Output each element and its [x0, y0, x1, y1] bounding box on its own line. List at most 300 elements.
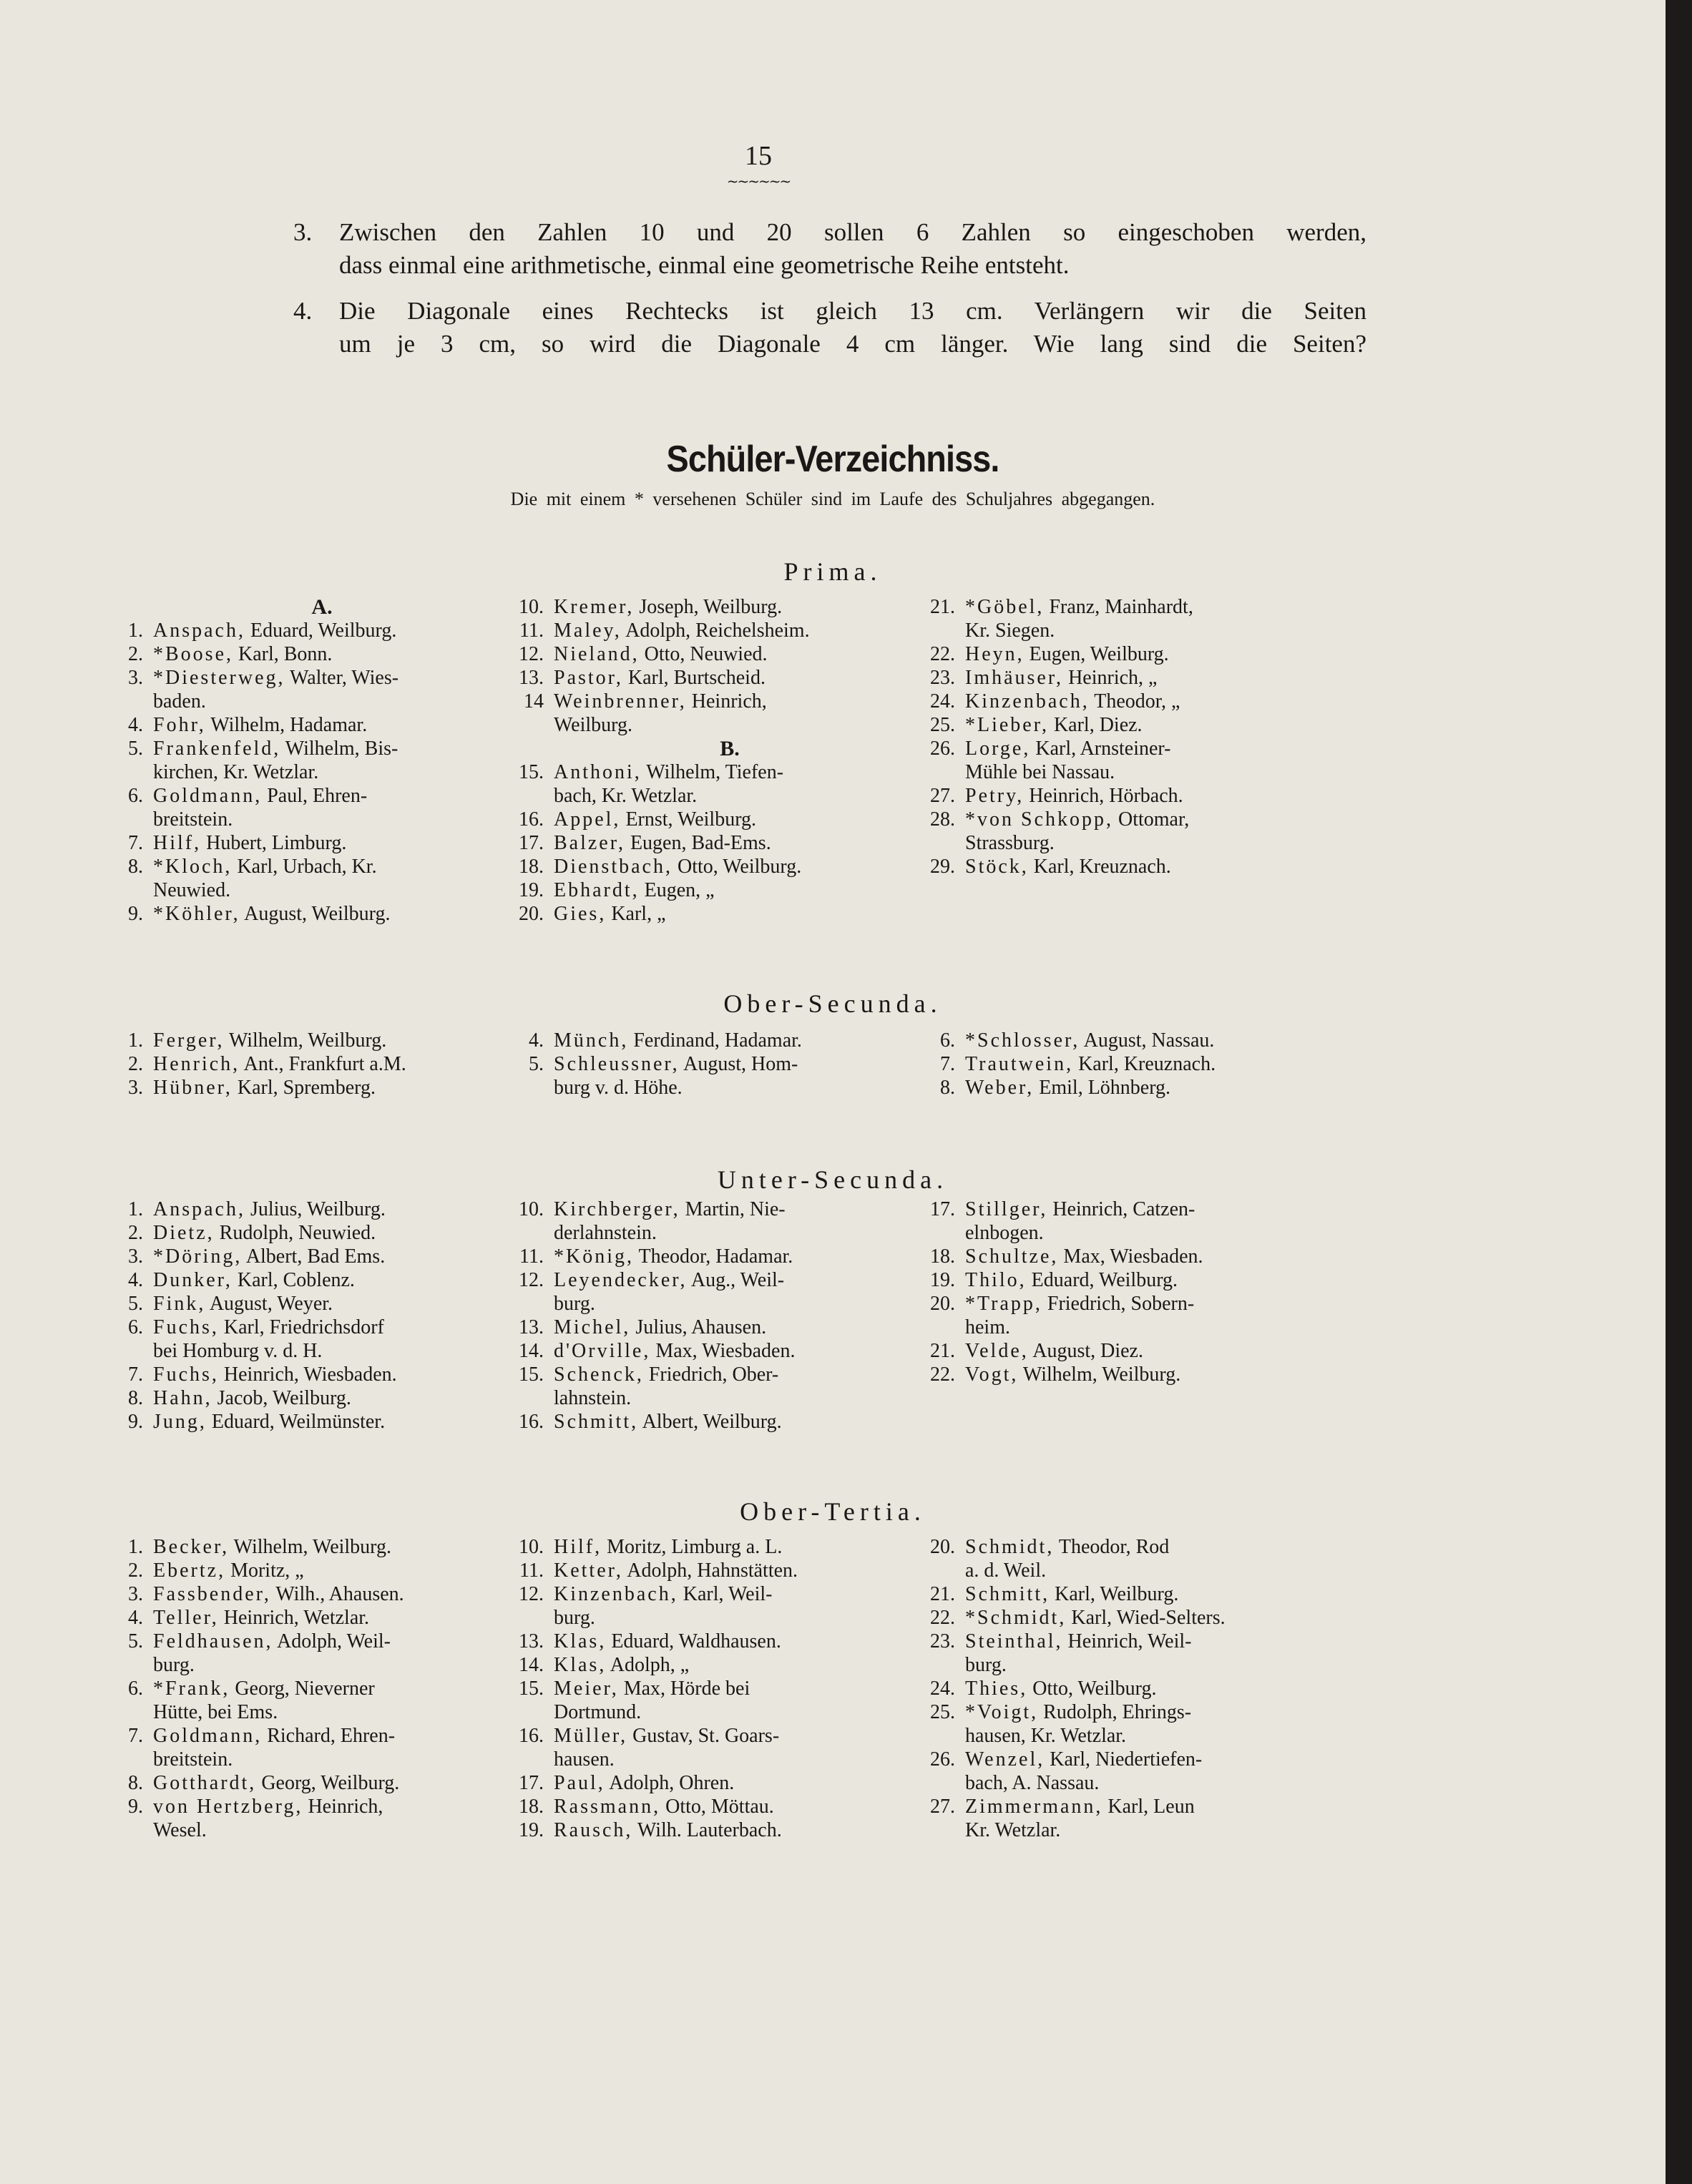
student-details-continued: bei Homburg v. d. H. — [153, 1340, 323, 1362]
student-surname: *Schmidt, — [965, 1607, 1067, 1629]
student-surname: Stillger, — [965, 1198, 1048, 1220]
student-surname: Weinbrenner, — [554, 690, 687, 713]
student-entry — [501, 1559, 959, 1582]
student-details: Ottomar, — [1113, 808, 1190, 831]
student-details-continued: burg. — [554, 1293, 595, 1315]
student-details: Moritz, „ — [225, 1559, 304, 1582]
entry-number: 2. — [128, 1559, 143, 1582]
student-details: Heinrich, Wetzlar. — [218, 1607, 370, 1629]
entry-number: 1. — [128, 1029, 143, 1052]
student-surname: von Hertzberg, — [153, 1796, 303, 1818]
student-surname: Wenzel, — [965, 1748, 1045, 1771]
student-details-continued: burg. — [554, 1607, 595, 1629]
student-surname: Schmitt, — [554, 1411, 639, 1433]
student-surname: Schmidt, — [965, 1536, 1055, 1558]
page-number-ornament: ~~~~~~ — [726, 172, 791, 190]
student-entry — [501, 902, 959, 926]
student-surname: Dienstbach, — [554, 856, 673, 878]
student-details: Theodor, „ — [1089, 690, 1180, 713]
student-entry — [501, 1198, 959, 1245]
student-surname: Maley, — [554, 620, 622, 642]
student-surname: Anspach, — [153, 1198, 245, 1220]
student-entry — [100, 1052, 544, 1076]
student-surname: Anthoni, — [554, 761, 642, 783]
entry-number: 19. — [519, 1819, 544, 1841]
student-surname: Ebertz, — [153, 1559, 226, 1582]
entry-number: 15. — [519, 1678, 544, 1700]
prima-group-a-continued — [501, 595, 959, 737]
student-entry — [912, 1582, 1370, 1606]
entry-number: 8. — [128, 856, 143, 878]
student-details: Theodor, Hadamar. — [634, 1245, 793, 1268]
entry-number: 13. — [519, 667, 544, 689]
entry-number: 26. — [930, 1748, 955, 1771]
unter-secunda-column-2 — [501, 1198, 959, 1434]
student-entry — [100, 1221, 544, 1245]
student-details: Julius, Weilburg. — [245, 1198, 386, 1220]
student-surname: *Trapp, — [965, 1293, 1042, 1315]
student-surname: Hilf, — [554, 1536, 602, 1558]
entry-number: 17. — [519, 832, 544, 854]
student-surname: Thies, — [965, 1678, 1028, 1700]
student-surname: Rassmann, — [554, 1796, 661, 1818]
student-surname: Weber, — [965, 1077, 1035, 1099]
entry-number: 16. — [519, 1411, 544, 1433]
student-details: Max, Hörde bei — [618, 1678, 750, 1700]
register-title: Schüler-Verzeichniss. — [666, 439, 999, 480]
student-surname: Zimmermann, — [965, 1796, 1103, 1818]
student-surname: Vogt, — [965, 1363, 1019, 1386]
entry-number: 7. — [940, 1053, 955, 1075]
student-details-continued: Mühle bei Nassau. — [965, 761, 1115, 783]
student-entry — [100, 713, 544, 737]
student-details: Friedrich, Ober- — [643, 1363, 779, 1386]
student-details-continued: bach, Kr. Wetzlar. — [554, 785, 698, 807]
student-surname: Schleussner, — [554, 1053, 680, 1075]
student-details: Karl, Coblenz. — [232, 1269, 355, 1291]
entry-number: 8. — [128, 1387, 143, 1409]
entry-number: 27. — [930, 785, 955, 807]
entry-number: 9. — [128, 903, 143, 925]
student-entry — [501, 642, 959, 666]
student-entry — [501, 619, 959, 642]
entry-number: 22. — [930, 643, 955, 665]
student-surname: Stöck, — [965, 856, 1029, 878]
entry-number: 14. — [519, 1340, 544, 1362]
student-details: Adolph, Reichelsheim. — [621, 620, 810, 642]
student-surname: Hahn, — [153, 1387, 212, 1409]
student-surname: Lorge, — [965, 738, 1031, 760]
student-details-continued: burg v. d. Höhe. — [554, 1077, 683, 1099]
student-details: Heinrich, „ — [1063, 667, 1158, 689]
student-surname: *Lieber, — [965, 714, 1049, 736]
student-details: Heinrich, — [686, 690, 767, 713]
student-surname: *Schlosser, — [965, 1029, 1080, 1052]
entry-number: 9. — [128, 1411, 143, 1433]
student-entry — [501, 690, 959, 737]
ober-tertia-column-1 — [100, 1535, 544, 1842]
student-surname: Appel, — [554, 808, 621, 831]
student-details: Wilhelm, Bis- — [280, 738, 398, 760]
student-details: Karl, Leun — [1102, 1796, 1195, 1818]
group-b-heading: B. — [720, 737, 740, 760]
entry-number: 12. — [519, 1269, 544, 1291]
entry-number: 2. — [128, 643, 143, 665]
entry-number: 27. — [930, 1796, 955, 1818]
student-surname: Michel, — [554, 1316, 631, 1338]
student-details: Walter, Wies- — [285, 667, 399, 689]
student-details-continued: burg. — [153, 1654, 195, 1676]
student-entry — [501, 1677, 959, 1724]
student-entry — [501, 1653, 959, 1677]
student-entry — [912, 1245, 1370, 1268]
student-surname: Anspach, — [153, 620, 245, 642]
entry-number: 11. — [519, 1245, 544, 1268]
student-surname: Petry, — [965, 785, 1025, 807]
student-surname: Klas, — [554, 1654, 607, 1676]
problem-number: 3. — [293, 218, 313, 246]
student-entry — [100, 1582, 544, 1606]
entry-number: 7. — [128, 832, 143, 854]
entry-number: 7. — [128, 1725, 143, 1747]
section-heading-unter-secunda: Unter-Secunda. — [717, 1165, 949, 1194]
student-details: Karl, „ — [606, 903, 666, 925]
entry-number: 23. — [930, 667, 955, 689]
entry-number: 28. — [930, 808, 955, 831]
entry-number: 4. — [128, 1269, 143, 1291]
ober-secunda-column-3 — [912, 1029, 1370, 1100]
entry-number: 19. — [930, 1269, 955, 1291]
student-entry — [100, 666, 544, 713]
entry-number: 4. — [529, 1029, 544, 1052]
student-details: Richard, Ehren- — [262, 1725, 396, 1747]
student-surname: *Diesterweg, — [153, 667, 285, 689]
student-entry — [501, 1771, 959, 1795]
student-details: Otto, Möttau. — [660, 1796, 774, 1818]
student-details: Heinrich, — [303, 1796, 383, 1818]
student-surname: Schenck, — [554, 1363, 644, 1386]
student-entry — [501, 855, 959, 878]
student-entry — [100, 1677, 544, 1724]
student-details: Moritz, Limburg a. L. — [602, 1536, 783, 1558]
entry-number: 8. — [940, 1077, 955, 1099]
entry-number: 8. — [128, 1772, 143, 1794]
entry-number: 15. — [519, 1363, 544, 1386]
student-details-continued: Dortmund. — [554, 1701, 642, 1723]
student-surname: *König, — [554, 1245, 634, 1268]
ober-secunda-column-1 — [100, 1029, 544, 1100]
student-details: Heinrich, Hörbach. — [1024, 785, 1183, 807]
student-entry — [501, 760, 959, 808]
entry-number: 24. — [930, 690, 955, 713]
entry-number: 11. — [519, 1559, 544, 1582]
student-entry — [100, 1795, 544, 1842]
student-surname: Fink, — [153, 1293, 206, 1315]
student-surname: Münch, — [554, 1029, 629, 1052]
entry-number: 19. — [519, 879, 544, 901]
student-entry — [501, 1795, 959, 1818]
student-entry — [100, 1029, 544, 1052]
student-details: Aug., Weil- — [687, 1269, 785, 1291]
entry-number: 12. — [519, 1583, 544, 1605]
student-details: Georg, Nieverner — [230, 1678, 375, 1700]
student-surname: *Frank, — [153, 1678, 230, 1700]
student-details: Paul, Ehren- — [262, 785, 368, 807]
student-surname: Fuchs, — [153, 1316, 219, 1338]
student-entry — [912, 784, 1370, 808]
entry-number: 10. — [519, 1198, 544, 1220]
unter-secunda-column-1 — [100, 1198, 544, 1434]
student-surname: Dietz, — [153, 1222, 215, 1244]
student-entry — [912, 1198, 1370, 1245]
student-entry — [100, 1198, 544, 1221]
student-surname: Heyn, — [965, 643, 1025, 665]
student-details: Eugen, Weilburg. — [1024, 643, 1169, 665]
student-details: Eduard, Weilmünster. — [206, 1411, 386, 1433]
student-surname: Kremer, — [554, 596, 635, 618]
student-details: Otto, Weilburg. — [672, 856, 802, 878]
student-details: Karl, Weil- — [678, 1583, 773, 1605]
student-entry — [100, 1410, 544, 1434]
student-details: Ferdinand, Hadamar. — [628, 1029, 802, 1052]
student-entry — [501, 1029, 959, 1052]
student-details: August, Weilburg. — [240, 903, 391, 925]
student-details: Albert, Weilburg. — [638, 1411, 782, 1433]
student-surname: Henrich, — [153, 1053, 240, 1075]
student-surname: Ferger, — [153, 1029, 225, 1052]
student-entry — [912, 1268, 1370, 1292]
student-entry — [912, 1677, 1370, 1700]
student-entry — [501, 1582, 959, 1630]
ober-secunda-column-2 — [501, 1029, 959, 1100]
entry-number: 21. — [930, 1583, 955, 1605]
student-entry — [912, 666, 1370, 690]
section-heading-ober-secunda: Ober-Secunda. — [723, 989, 942, 1018]
student-details: Emil, Löhnberg. — [1034, 1077, 1171, 1099]
entry-number: 29. — [930, 856, 955, 878]
entry-number: 11. — [519, 620, 544, 642]
student-surname: Teller, — [153, 1607, 219, 1629]
student-entry — [912, 1700, 1370, 1748]
problem-text-line: um je 3 cm, so wird die Diagonale 4 cm länger. Wie lang sind die Seiten? — [339, 330, 1366, 358]
student-details-continued: hausen. — [554, 1748, 615, 1771]
student-details: Theodor, Rod — [1054, 1536, 1170, 1558]
student-details: Karl, Burtscheid. — [622, 667, 766, 689]
student-details: Joseph, Weilburg. — [634, 596, 783, 618]
student-entry — [912, 1363, 1370, 1386]
student-details: Heinrich, Weil- — [1062, 1630, 1192, 1652]
group-a-heading: A. — [311, 595, 333, 619]
student-details: Karl, Bonn. — [233, 643, 333, 665]
student-surname: Frankenfeld, — [153, 738, 281, 760]
student-entry — [100, 1245, 544, 1268]
entry-number: 5. — [128, 1293, 143, 1315]
entry-number: 22. — [930, 1363, 955, 1386]
student-entry — [501, 1316, 959, 1339]
student-details: Martin, Nie- — [680, 1198, 786, 1220]
student-details: Franz, Mainhardt, — [1044, 596, 1193, 618]
entry-number: 14 — [524, 690, 544, 713]
student-entry — [912, 1339, 1370, 1363]
student-details: Karl, Arnsteiner- — [1030, 738, 1171, 760]
student-details-continued: breitstein. — [153, 1748, 233, 1771]
entry-number: 1. — [128, 620, 143, 642]
student-surname: Nieland, — [554, 643, 640, 665]
entry-number: 1. — [128, 1536, 143, 1558]
student-details: Adolph, Hahnstätten. — [622, 1559, 798, 1582]
student-entry — [501, 808, 959, 831]
student-surname: Trautwein, — [965, 1053, 1074, 1075]
entry-number: 5. — [128, 1630, 143, 1652]
entry-number: 2. — [128, 1222, 143, 1244]
entry-number: 15. — [519, 761, 544, 783]
entry-number: 4. — [128, 1607, 143, 1629]
student-details: Max, Wiesbaden. — [650, 1340, 796, 1362]
student-entry — [501, 1410, 959, 1434]
student-details: Karl, Kreuznach. — [1073, 1053, 1216, 1075]
problem-text-line: Die Diagonale eines Rechtecks ist gleich 13 cm. Verlängern wir die Seiten — [339, 297, 1366, 325]
entry-number: 4. — [128, 714, 143, 736]
entry-number: 17. — [519, 1772, 544, 1794]
student-details: Heinrich, Catzen- — [1047, 1198, 1195, 1220]
student-entry — [912, 595, 1370, 642]
student-surname: Fohr, — [153, 714, 206, 736]
student-details: Karl, Wied-Selters. — [1066, 1607, 1226, 1629]
student-entry — [912, 690, 1370, 713]
student-surname: Hilf, — [153, 832, 202, 854]
entry-number: 5. — [128, 738, 143, 760]
entry-number: 24. — [930, 1678, 955, 1700]
entry-number: 3. — [128, 1077, 143, 1099]
student-entry — [100, 902, 544, 926]
student-entry — [912, 737, 1370, 784]
student-details: Karl, Weilburg. — [1050, 1583, 1179, 1605]
student-surname: Pastor, — [554, 667, 623, 689]
student-details: Wilhelm, Hadamar. — [205, 714, 368, 736]
entry-number: 16. — [519, 1725, 544, 1747]
problem-4 — [293, 295, 1366, 361]
problem-text-line: Zwischen den Zahlen 10 und 20 sollen 6 Zahlen so eingeschoben werden, — [339, 218, 1366, 246]
student-details: Hubert, Limburg. — [201, 832, 347, 854]
student-surname: Gies, — [554, 903, 607, 925]
student-surname: *Göbel, — [965, 596, 1045, 618]
student-details: Karl, Spremberg. — [232, 1077, 376, 1099]
student-details: Wilhelm, Tiefen- — [641, 761, 784, 783]
student-entry — [501, 1363, 959, 1410]
student-entry — [100, 1559, 544, 1582]
student-entry — [912, 1606, 1370, 1630]
student-entry — [100, 831, 544, 855]
entry-number: 3. — [128, 1245, 143, 1268]
entry-number: 1. — [128, 1198, 143, 1220]
student-entry — [912, 642, 1370, 666]
student-details-continued: Weilburg. — [554, 714, 632, 736]
entry-number: 16. — [519, 808, 544, 831]
student-surname: Goldmann, — [153, 785, 263, 807]
student-details: Karl, Urbach, Kr. — [232, 856, 377, 878]
entry-number: 12. — [519, 643, 544, 665]
entry-number: 23. — [930, 1630, 955, 1652]
student-details: August, Hom- — [679, 1053, 798, 1075]
student-details: Eugen, Bad-Ems. — [625, 832, 771, 854]
student-entry — [100, 1363, 544, 1386]
student-details: Albert, Bad Ems. — [242, 1245, 386, 1268]
register-subtitle: Die mit einem * versehenen Schüler sind im Laufe des Schuljahres abgegangen. — [510, 489, 1155, 509]
prima-column-2 — [501, 595, 959, 926]
student-entry — [912, 1795, 1370, 1842]
student-entry — [501, 831, 959, 855]
student-surname: *von Schkopp, — [965, 808, 1113, 831]
student-details-continued: derlahnstein. — [554, 1222, 657, 1244]
student-details-continued: Kr. Wetzlar. — [965, 1819, 1061, 1841]
entry-number: 6. — [940, 1029, 955, 1052]
ober-tertia-column-3 — [912, 1535, 1370, 1842]
student-entry — [501, 1724, 959, 1771]
student-entry — [912, 1748, 1370, 1795]
student-surname: *Köhler, — [153, 903, 240, 925]
student-details: Max, Wiesbaden. — [1058, 1245, 1203, 1268]
student-entry — [100, 855, 544, 902]
student-surname: Meier, — [554, 1678, 619, 1700]
student-details: Adolph, Weil- — [273, 1630, 391, 1652]
student-entry — [912, 808, 1370, 855]
entry-number: 2. — [128, 1053, 143, 1075]
student-details: Jacob, Weilburg. — [212, 1387, 351, 1409]
entry-number: 20. — [930, 1293, 955, 1315]
student-entry — [501, 666, 959, 690]
entry-number: 20. — [519, 903, 544, 925]
student-surname: Gotthardt, — [153, 1772, 257, 1794]
student-details: August, Diez. — [1028, 1340, 1143, 1362]
student-entry — [501, 878, 959, 902]
entry-number: 5. — [529, 1053, 544, 1075]
student-details: Julius, Ahausen. — [630, 1316, 767, 1338]
student-details: Georg, Weilburg. — [256, 1772, 400, 1794]
entry-number: 18. — [519, 1796, 544, 1818]
student-details: Wilhelm, Weilburg. — [224, 1029, 387, 1052]
student-surname: Goldmann, — [153, 1725, 263, 1747]
entry-number: 18. — [519, 856, 544, 878]
student-surname: Ebhardt, — [554, 879, 640, 901]
student-entry — [912, 1052, 1370, 1076]
student-surname: Kinzenbach, — [554, 1583, 678, 1605]
student-entry — [100, 1268, 544, 1292]
section-heading-ober-tertia: Ober-Tertia. — [740, 1497, 926, 1526]
student-details-continued: hausen, Kr. Wetzlar. — [965, 1725, 1127, 1747]
student-surname: Schmitt, — [965, 1583, 1050, 1605]
student-entry — [501, 1818, 959, 1842]
unter-secunda-column-3 — [912, 1198, 1370, 1386]
student-entry — [100, 1606, 544, 1630]
entry-number: 10. — [519, 1536, 544, 1558]
student-entry — [100, 1724, 544, 1771]
student-surname: Balzer, — [554, 832, 625, 854]
prima-column-3 — [912, 595, 1370, 878]
entry-number: 13. — [519, 1630, 544, 1652]
entry-number: 25. — [930, 1701, 955, 1723]
student-surname: Ketter, — [554, 1559, 623, 1582]
student-entry — [912, 1630, 1370, 1677]
student-surname: Becker, — [153, 1536, 230, 1558]
student-details: Otto, Weilburg. — [1027, 1678, 1157, 1700]
student-details-continued: kirchen, Kr. Wetzlar. — [153, 761, 319, 783]
student-entry — [912, 855, 1370, 878]
entry-number: 21. — [930, 1340, 955, 1362]
student-details-continued: burg. — [965, 1654, 1007, 1676]
entry-number: 13. — [519, 1316, 544, 1338]
student-surname: Leyendecker, — [554, 1269, 688, 1291]
student-surname: Steinthal, — [965, 1630, 1063, 1652]
